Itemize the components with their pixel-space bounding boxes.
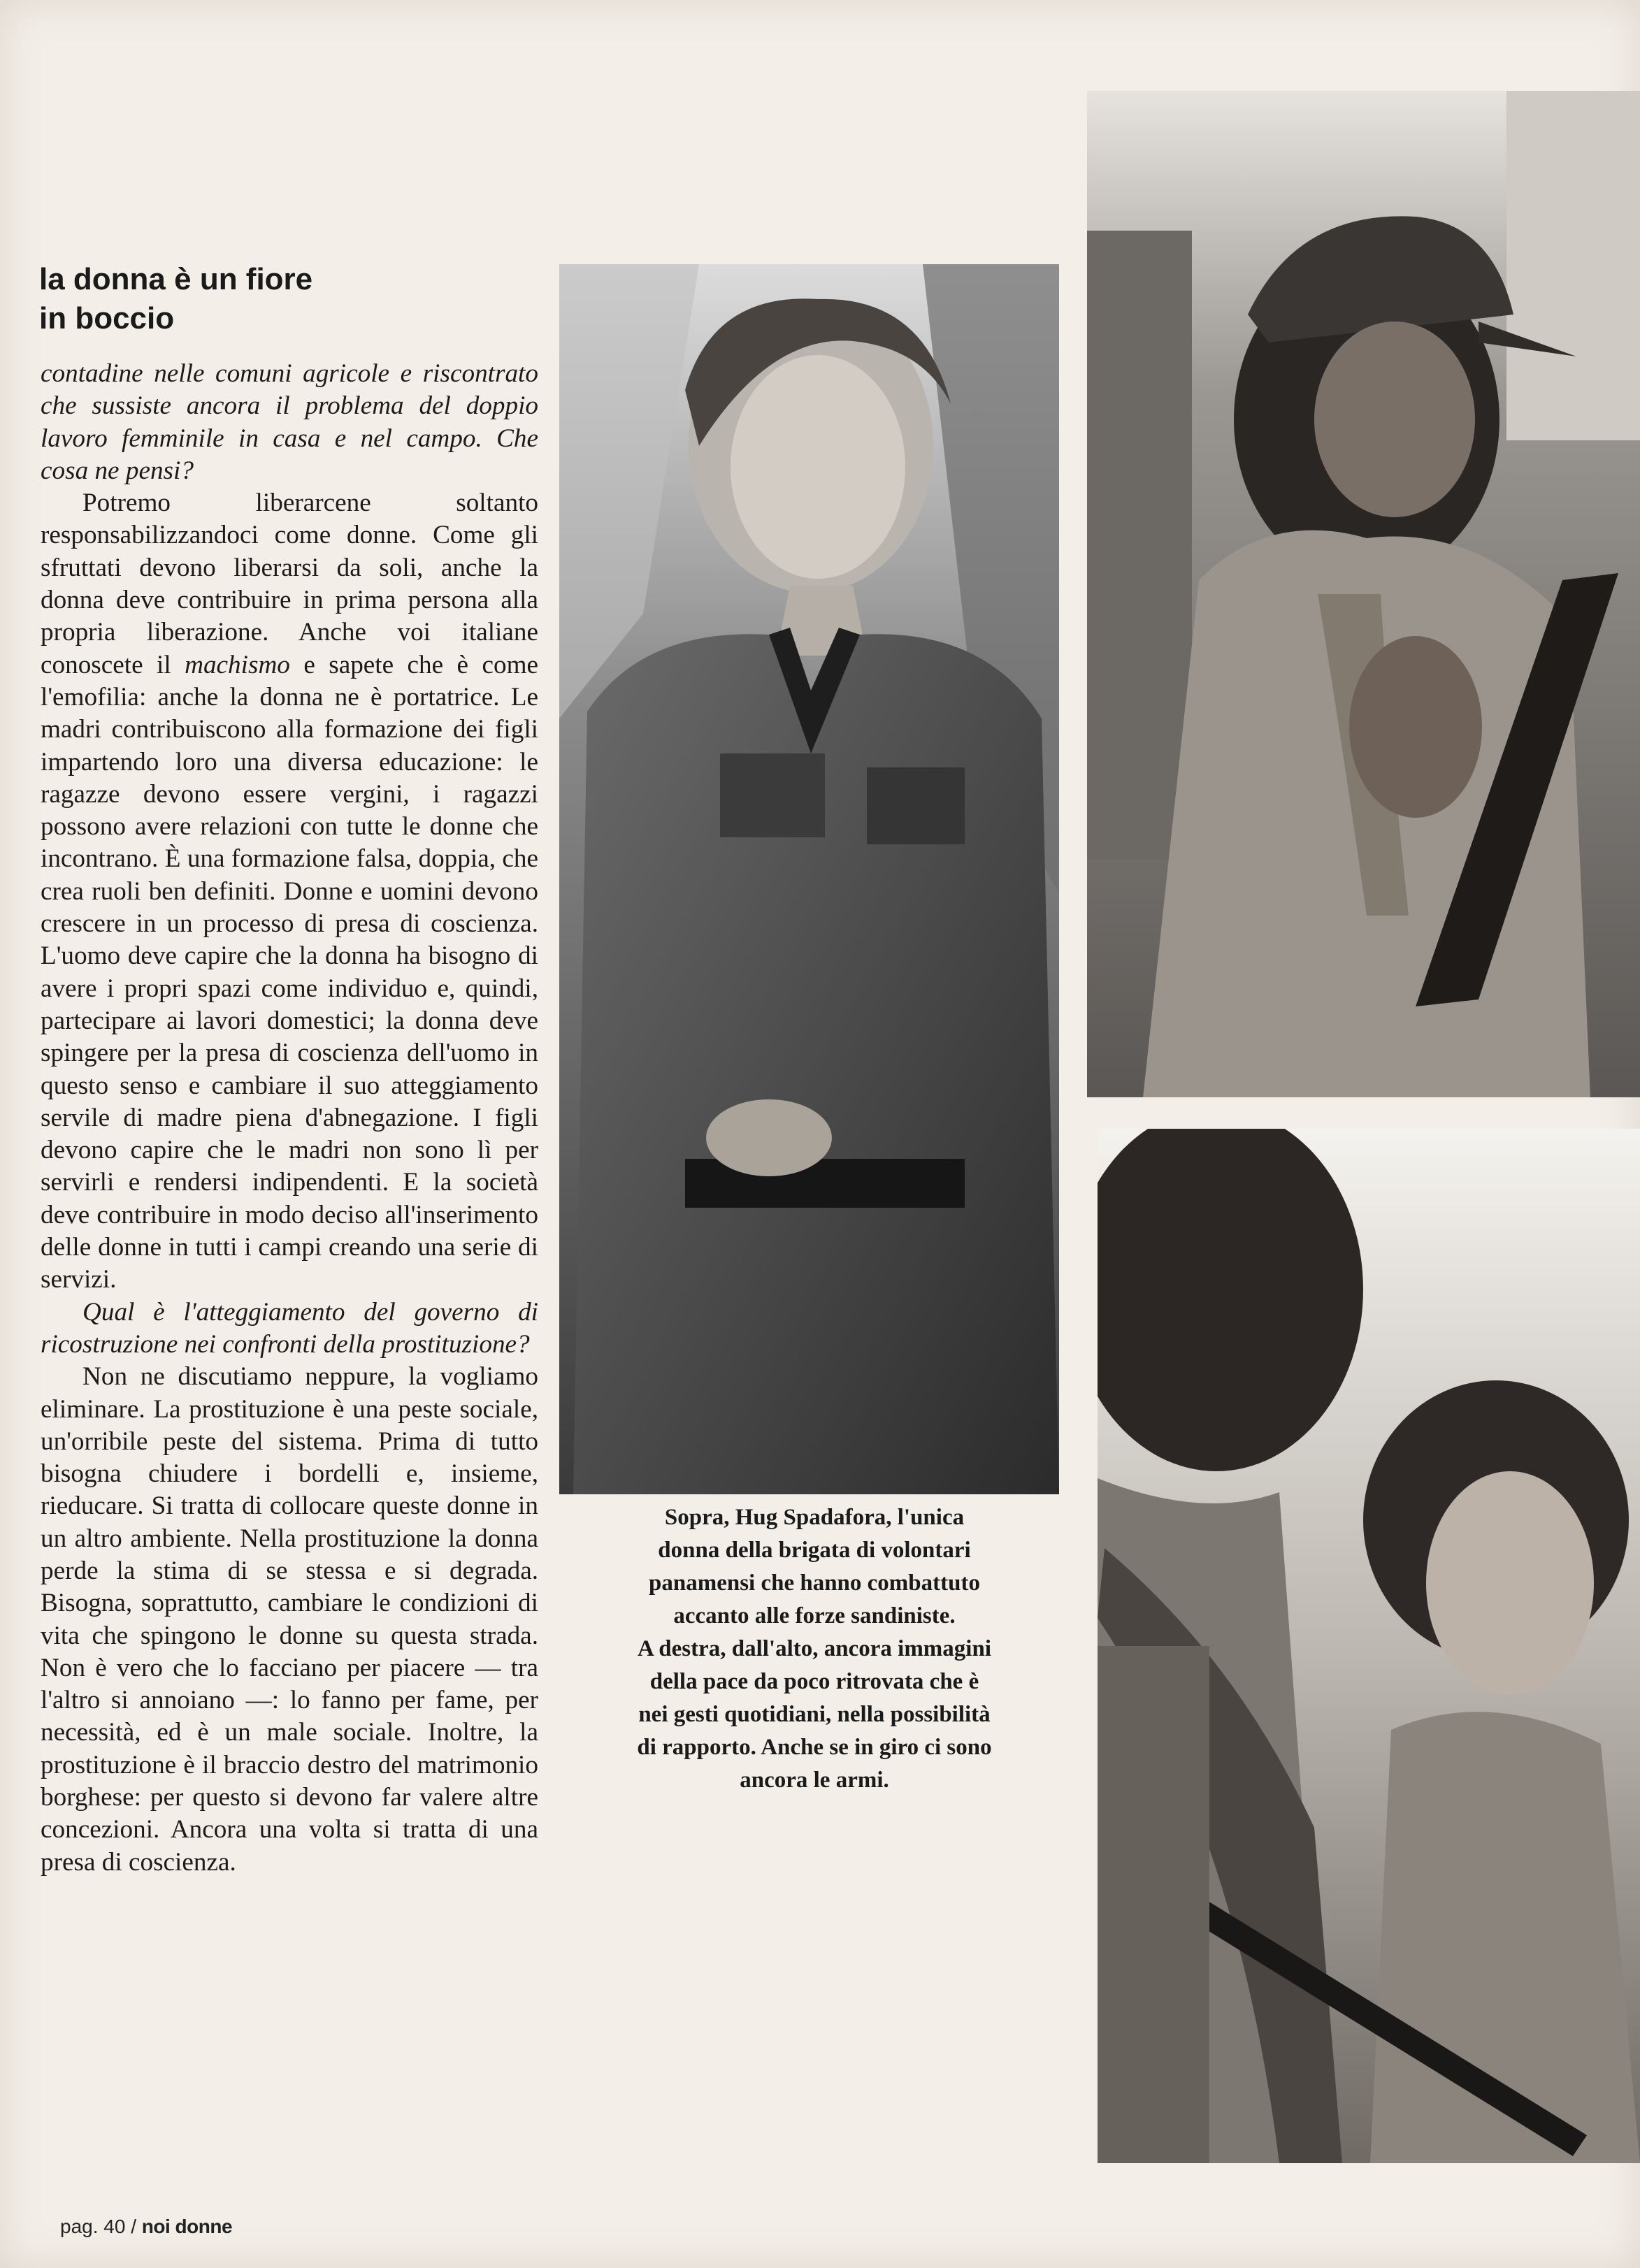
answer-1-part-2: e sapete che è come l'emofilia: anche la donna ne è portatrice. Le madri contribuiscono alla formazione dei figli impartendo loro una diversa educazione: le ragazze devono essere vergini, i ragazzi possono avere relazioni con tutte le donne che incontrano. È una formazione falsa, doppia, che crea ruoli ben definiti. Donne e uomini devono crescere in un processo di presa di coscienza. L'uomo deve capire che la donna ha bisogno di avere i propri spazi come individuo e, quindi, partecipare ai lavori domestici; la donna deve spingere per la presa di coscienza dell'uomo in questo senso e cambiare il suo atteggiamento servile di madre piena d'abnegazione. I figli devono capire che le madri non sono lì per servirli e rendersi indipendenti. E la società deve contribuire in modo deciso all'inserimento delle donne in tutti i campi creando una serie di servizi. — [41, 650, 538, 1294]
question-2: Qual è l'atteggiamento del governo di ricostruzione nei confronti della prostituzione? — [41, 1297, 538, 1359]
caption-line-9: ancora le armi. — [740, 1768, 889, 1793]
caption-line-8: di rapporto. Anche se in giro ci sono — [637, 1735, 992, 1760]
caption-line-4: accanto alle forze sandiniste. — [673, 1603, 956, 1628]
caption-line-2: donna della brigata di volontari — [658, 1538, 971, 1563]
page-number: pag. 40 / — [60, 2216, 136, 2237]
caption-line-6: della pace da poco ritrovata che è — [649, 1669, 979, 1694]
page-footer — [60, 2216, 232, 2238]
photo-caption — [570, 1501, 1059, 1797]
photo-bottom-right-illustration — [1098, 1129, 1640, 2163]
caption-line-5: A destra, dall'alto, ancora immagini — [638, 1636, 991, 1661]
answer-2: Non ne discutiamo neppure, la vogliamo eliminare. La prostituzione è una peste sociale, un'orribile peste del sistema. Prima di tutto bisogna chiudere i bordelli e, insieme, rieducare. Si tratta di collocare queste donne in un altro ambiente. Nella prostituzione la donna perde la stima di se stessa e si degrada. Bisogna, soprattutto, cambiare le condizioni di vita che spingono le donne su questa strada. Non è vero che lo facciano per piacere — tra l'altro si annoiano —: lo fanno per fame, per necessità, ed è un male sociale. Inoltre, la prostituzione è il braccio destro del matrimonio borghese: per questo si devono far valere altre concezioni. Ancora una volta si tratta di una presa di coscienza. — [41, 1362, 538, 1877]
header-title-line-1: la donna è un fiore — [39, 262, 313, 296]
answer-1 — [41, 487, 538, 1296]
photo-main-illustration — [559, 264, 1059, 1494]
photo-woman-in-cap — [1087, 91, 1640, 1097]
caption-line-1: Sopra, Hug Spadafora, l'unica — [664, 1505, 965, 1530]
answer-1-emphasis: machismo — [185, 650, 290, 679]
magazine-name: noi donne — [141, 2216, 233, 2237]
article-text-column — [41, 358, 538, 1879]
photo-man-and-woman — [1098, 1129, 1640, 2163]
answer-1-part-1: Potremo liberarcene soltanto responsabilizzandoci come donne. Come gli sfruttati devono liberarsi da soli, anche la donna deve contribuire in prima persona alla propria liberazione. Anche voi italiane conoscete il — [41, 489, 538, 679]
article-header — [39, 260, 528, 338]
question-1: contadine nelle comuni agricole e riscontrato che sussiste ancora il problema del doppio lavoro femminile in casa e nel campo. Che cosa ne pensi? — [41, 359, 538, 485]
caption-line-7: nei gesti quotidiani, nella possibilità — [638, 1702, 991, 1727]
photo-top-right-illustration — [1087, 91, 1640, 1097]
header-title-line-2: in boccio — [39, 301, 175, 335]
caption-line-3: panamensi che hanno combattuto — [649, 1570, 980, 1596]
photo-hug-spadafora — [559, 264, 1059, 1494]
